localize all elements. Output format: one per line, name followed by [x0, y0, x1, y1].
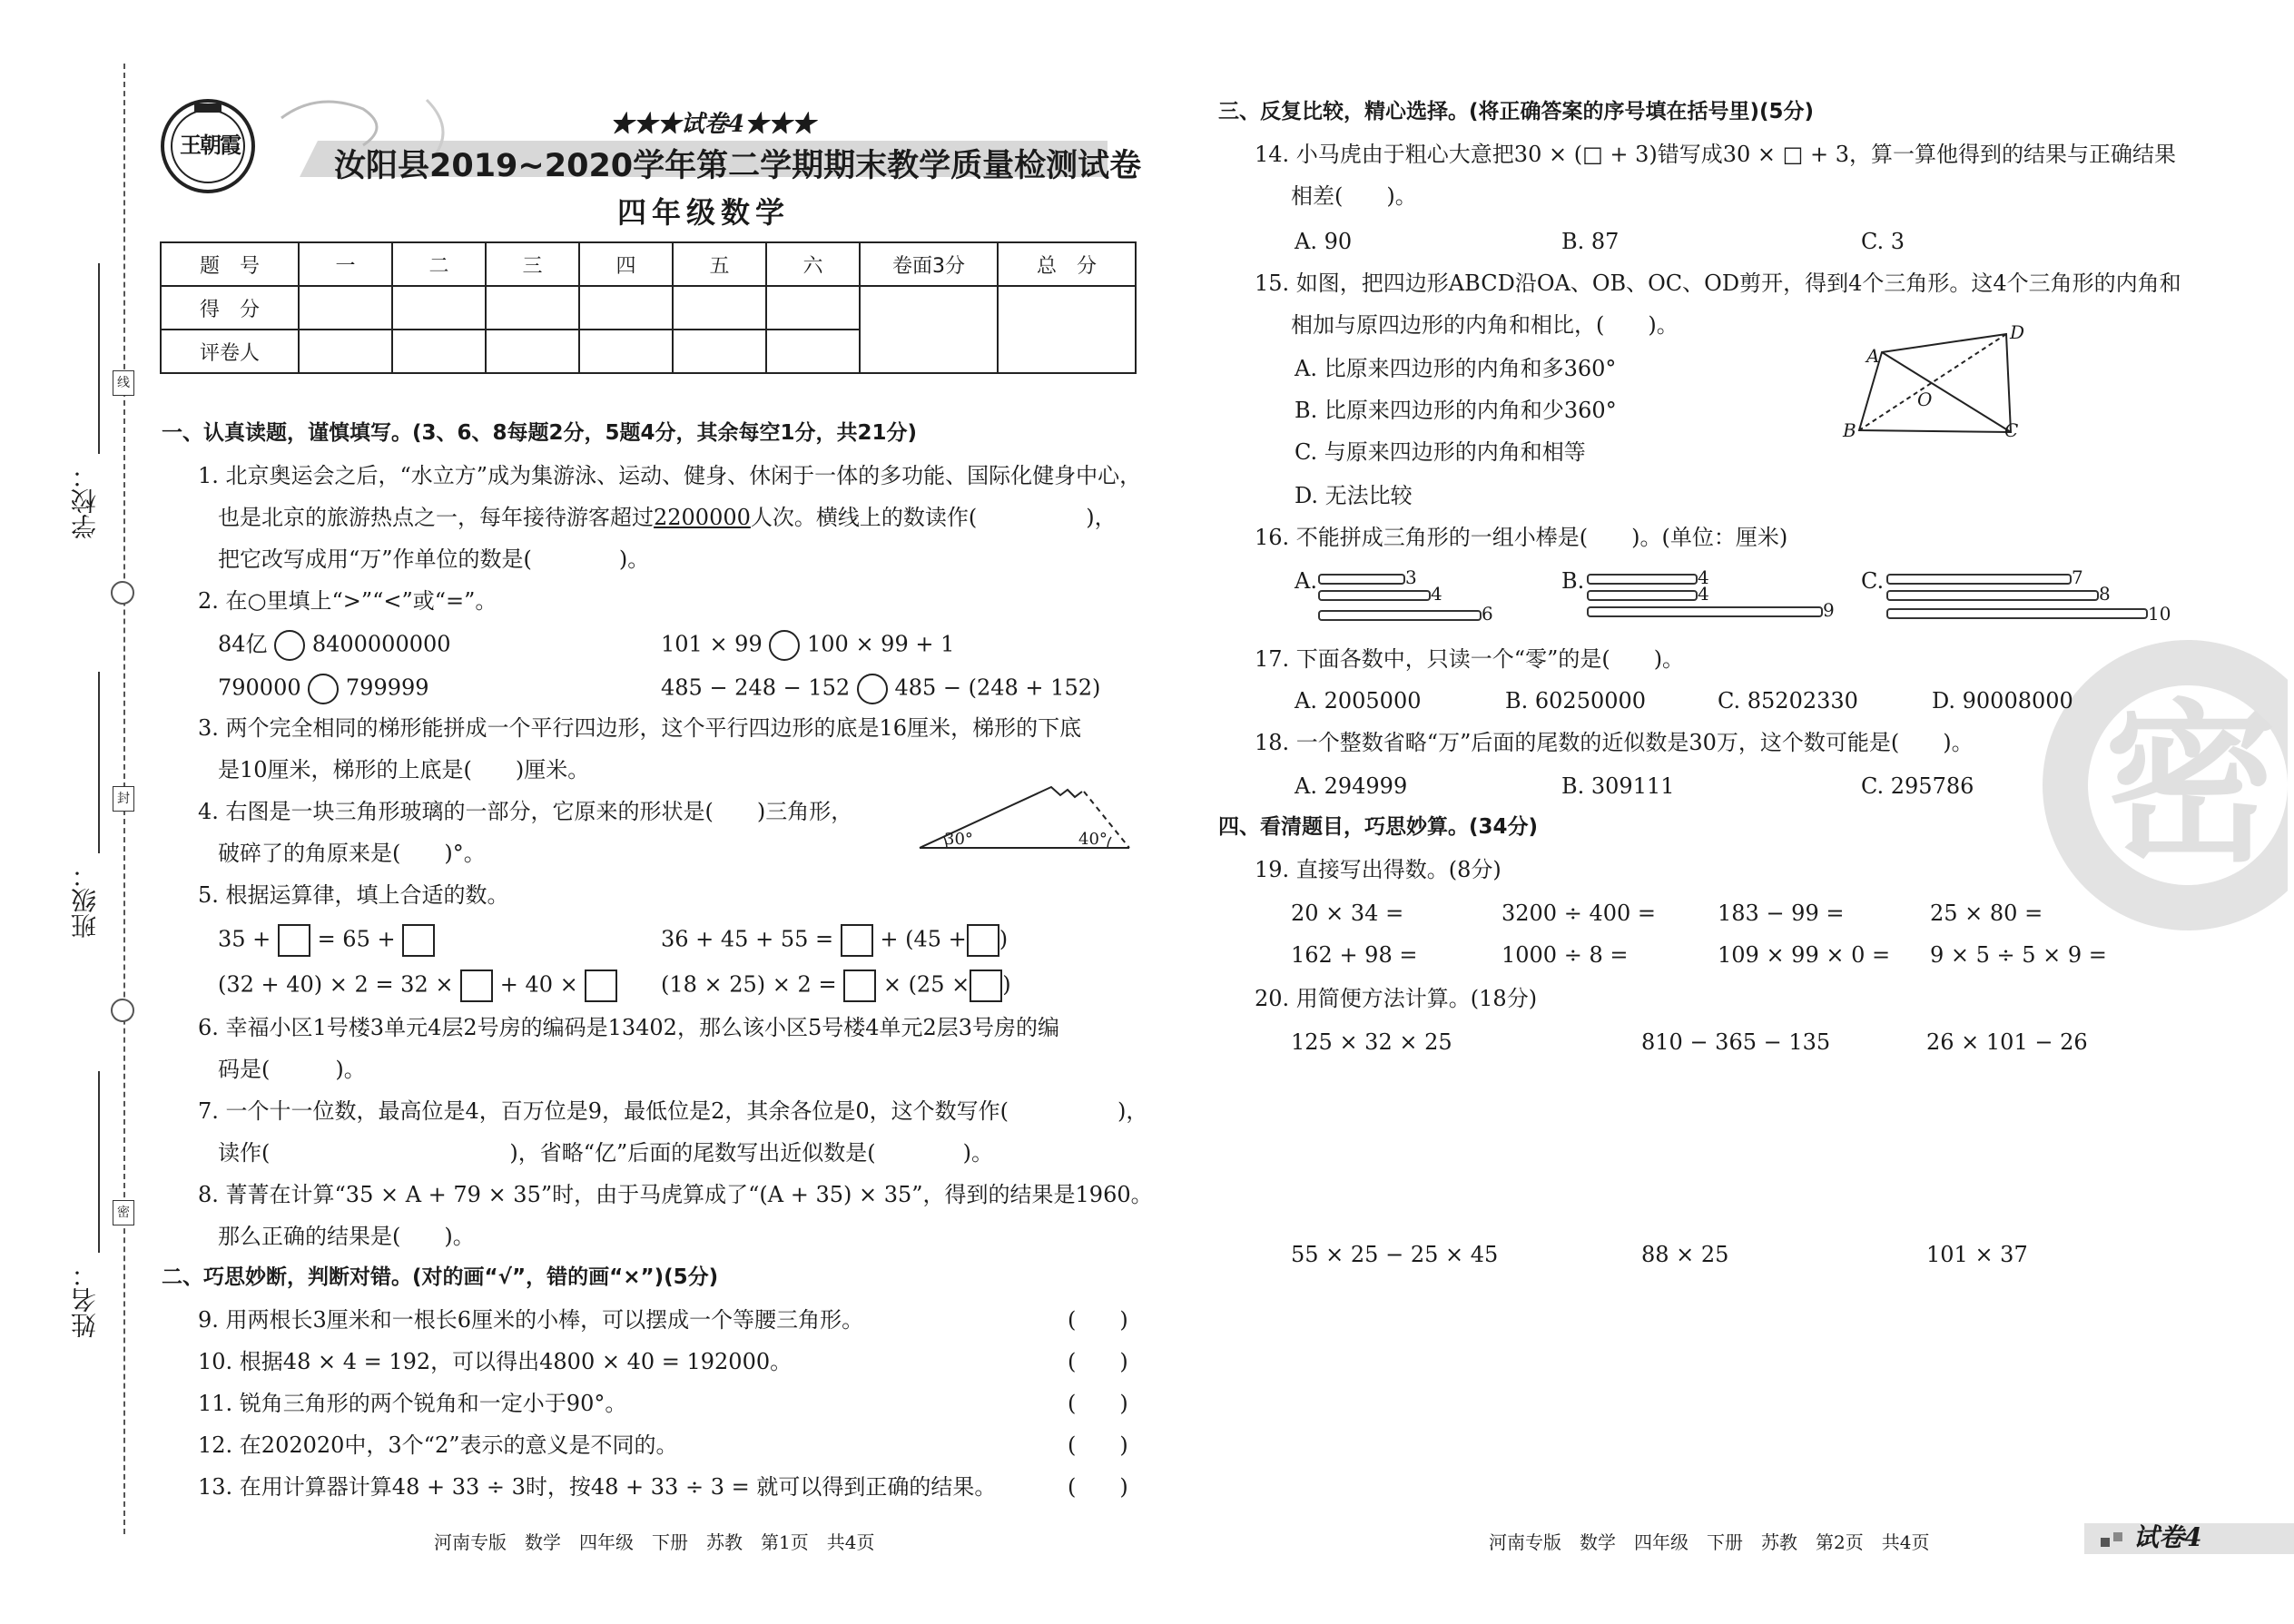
q8-line1: 8. 菁菁在计算“35 × A + 79 × 35”时，由于马虎算成了“(A + 35) × 35”，得到的结果是1960。 — [198, 1182, 1153, 1207]
q14-line1: 14. 小马虎由于粗心大意把30 × (□ + 3)错写成30 × □ + 3，算一算他得到的结果与正确结果 — [1255, 142, 2176, 167]
name-write-line[interactable] — [98, 1071, 100, 1253]
judge-answer-paren[interactable]: ( ) — [1068, 1349, 1128, 1374]
answer-box[interactable] — [970, 969, 1002, 1002]
class-label: 班级： — [70, 862, 100, 939]
score-cell[interactable] — [766, 286, 860, 330]
stick-length: 6 — [1482, 603, 1493, 625]
simplify-calc-item[interactable]: 88 × 25 — [1641, 1242, 1729, 1267]
point-b-label: B — [1843, 419, 1856, 441]
compare-circle-input[interactable] — [857, 674, 888, 704]
q1-underlined-number: 2200000 — [654, 505, 751, 530]
answer-box[interactable] — [843, 969, 876, 1002]
q18-stem: 18. 一个整数省略“万”后面的尾数的近似数是30万，这个数可能是( )。 — [1255, 730, 1974, 755]
score-header-cell: 四 — [579, 242, 673, 286]
corner-paper-label: 试卷4 — [2133, 1522, 2202, 1552]
point-d-label: D — [2010, 321, 2025, 343]
q17-option-b[interactable]: B. 60250000 — [1505, 688, 1647, 714]
q5-item-c: (32 + 40) × 2 = 32 × + 40 × — [218, 969, 617, 1002]
score-cell[interactable] — [579, 286, 673, 330]
grader-row-label: 评卷人 — [161, 330, 299, 373]
stick-length: 3 — [1405, 566, 1417, 588]
q17-option-d[interactable]: D. 90008000 — [1932, 688, 2073, 714]
section4-title: 四、看清题目，巧思妙算。(34分) — [1218, 815, 1539, 839]
q1-line1: 1. 北京奥运会之后，“水立方”成为集游泳、运动、健身、休闲于一体的多功能、国际化健身中心， — [198, 463, 1142, 488]
angle-40-label: 40° — [1078, 830, 1108, 849]
stick-length: 10 — [2148, 603, 2171, 625]
q16-option-b[interactable]: B. — [1561, 568, 1585, 594]
stick-length: 9 — [1823, 599, 1835, 621]
section3-title: 三、反复比较，精心选择。(将正确答案的序号填在括号里)(5分) — [1218, 100, 1815, 123]
q2-item-c: 790000 799999 — [218, 674, 429, 704]
footer-page1: 河南专版 数学 四年级 下册 苏教 第1页 共4页 — [434, 1531, 875, 1553]
section1-title: 一、认真读题，谨慎填写。(3、6、8每题2分，5题4分，其余每空1分，共21分) — [162, 421, 918, 445]
score-table — [160, 241, 1137, 374]
total-score-cell[interactable] — [998, 286, 1136, 373]
score-header-cell: 三 — [486, 242, 579, 286]
score-header-cell: 题 号 — [161, 242, 299, 286]
score-header-cell: 卷面3分 — [860, 242, 998, 286]
oral-calc-item[interactable]: 9 × 5 ÷ 5 × 9 = — [1930, 942, 2107, 968]
answer-box[interactable] — [402, 924, 435, 957]
q14-option-c[interactable]: C. 3 — [1861, 229, 1905, 254]
judge-answer-paren[interactable]: ( ) — [1068, 1307, 1128, 1333]
stick-bar — [1318, 574, 1405, 585]
q7-line1: 7. 一个十一位数，最高位是4，百万位是9，最低位是2，其余各位是0，这个数写作( )， — [198, 1098, 1148, 1124]
stick-length: 8 — [2099, 583, 2111, 605]
binding-hole-icon — [111, 581, 134, 605]
q4-line2: 破碎了的角原来是( )°。 — [218, 841, 486, 866]
judge-item-13: 13. 在用计算器计算48 + 33 ÷ 3时，按48 + 33 ÷ 3 = 就可以得到正确的结果。 — [198, 1474, 997, 1500]
compare-circle-input[interactable] — [308, 674, 339, 704]
neatness-score-cell[interactable] — [860, 286, 998, 373]
seal-mark-line: 线 — [113, 370, 134, 396]
score-row-label: 得 分 — [161, 286, 299, 330]
score-header-cell: 二 — [392, 242, 486, 286]
q5-item-a: 35 + = 65 + — [218, 924, 435, 957]
point-o-label: O — [1917, 389, 1933, 410]
q2-item-d: 485 − 248 − 152 485 − (248 + 152) — [661, 674, 1100, 704]
q5-item-d: (18 × 25) × 2 = × (25 × ) — [661, 969, 1011, 1002]
q14-option-b[interactable]: B. 87 — [1561, 229, 1620, 254]
q19-stem: 19. 直接写出得数。(8分) — [1255, 857, 1501, 882]
q3-line1: 3. 两个完全相同的梯形能拼成一个平行四边形，这个平行四边形的底是16厘米，梯形的下底 — [198, 715, 1082, 741]
q16-option-a[interactable]: A. — [1295, 568, 1317, 594]
binding-hole-icon — [111, 999, 134, 1022]
q17-option-a[interactable]: A. 2005000 — [1295, 688, 1422, 714]
stick-bar — [1318, 610, 1482, 621]
corner-square-icon — [2101, 1538, 2110, 1547]
oral-calc-item[interactable]: 162 + 98 = — [1291, 942, 1418, 968]
q14-option-a[interactable]: A. 90 — [1295, 229, 1353, 254]
q17-stem: 17. 下面各数中，只读一个“零”的是( )。 — [1255, 646, 1685, 672]
q15-option-b[interactable]: B. 比原来四边形的内角和少360° — [1295, 398, 1617, 423]
stick-bar — [1886, 608, 2148, 619]
oral-calc-item[interactable]: 3200 ÷ 400 = — [1501, 901, 1656, 926]
answer-box[interactable] — [967, 924, 999, 957]
q8-line2: 那么正确的结果是( )。 — [218, 1224, 475, 1249]
judge-item-9: 9. 用两根长3厘米和一根长6厘米的小棒，可以摆成一个等腰三角形。 — [198, 1307, 864, 1333]
oral-calc-item[interactable]: 109 × 99 × 0 = — [1718, 942, 1891, 968]
q15-option-a[interactable]: A. 比原来四边形的内角和多360° — [1295, 356, 1617, 381]
series-badge: ★★★试卷4★★★ — [610, 111, 816, 138]
compare-circle-input[interactable] — [274, 630, 305, 661]
school-write-line[interactable] — [98, 263, 100, 454]
q18-option-a[interactable]: A. 294999 — [1295, 773, 1408, 799]
score-cell[interactable] — [392, 286, 486, 330]
angle-30-label: 30° — [944, 830, 973, 849]
exam-title: 汝阳县2019~2020学年第二学期期末教学质量检测试卷 — [334, 148, 1142, 184]
footer-page2: 河南专版 数学 四年级 下册 苏教 第2页 共4页 — [1489, 1531, 1930, 1553]
q3-line2: 是10厘米，梯形的上底是( )厘米。 — [218, 757, 590, 782]
q4-line1: 4. 右图是一块三角形玻璃的一部分，它原来的形状是( )三角形， — [198, 799, 853, 824]
grader-cell[interactable] — [392, 330, 486, 373]
answer-box[interactable] — [278, 924, 310, 957]
q2-item-a: 84亿 8400000000 — [218, 630, 451, 661]
exam-subtitle: 四年级数学 — [617, 195, 791, 230]
q16-option-c[interactable]: C. — [1861, 568, 1885, 594]
corner-square-icon — [2113, 1532, 2122, 1541]
stick-bar — [1886, 590, 2099, 601]
simplify-calc-item[interactable]: 810 − 365 − 135 — [1641, 1029, 1831, 1055]
stick-bar — [1587, 606, 1823, 617]
q15-option-c[interactable]: C. 与原来四边形的内角和相等 — [1295, 439, 1586, 465]
q7-line2: 读作( )，省略“亿”后面的尾数写出近似数是( )。 — [218, 1140, 993, 1166]
simplify-calc-item[interactable]: 55 × 25 − 25 × 45 — [1291, 1242, 1499, 1267]
score-header-cell: 一 — [299, 242, 392, 286]
stick-length: 4 — [1431, 583, 1442, 605]
judge-item-12: 12. 在202020中，3个“2”表示的意义是不同的。 — [198, 1432, 678, 1458]
q16-stem: 16. 不能拼成三角形的一组小棒是( )。(单位：厘米) — [1255, 525, 1788, 550]
oral-calc-item[interactable]: 20 × 34 = — [1291, 901, 1404, 926]
q6-line2: 码是( )。 — [218, 1057, 366, 1082]
oral-calc-item[interactable]: 25 × 80 = — [1930, 901, 2043, 926]
q18-option-b[interactable]: B. 309111 — [1561, 773, 1675, 799]
q2-stem: 2. 在○里填上“>”“<”或“=”。 — [198, 588, 497, 614]
simplify-calc-item[interactable]: 26 × 101 − 26 — [1926, 1029, 2088, 1055]
oral-calc-item[interactable]: 183 − 99 = — [1718, 901, 1845, 926]
q2-item-b: 101 × 99 100 × 99 + 1 — [661, 630, 954, 661]
stick-length: 4 — [1698, 583, 1709, 605]
answer-box[interactable] — [460, 969, 493, 1002]
q15-line2: 相加与原四边形的内角和相比，( )。 — [1291, 312, 1679, 338]
judge-answer-paren[interactable]: ( ) — [1068, 1391, 1128, 1416]
point-c-label: C — [2004, 419, 2019, 441]
answer-box[interactable] — [841, 924, 873, 957]
stick-bar — [1886, 574, 2072, 585]
class-write-line[interactable] — [98, 672, 100, 853]
score-header-cell: 五 — [673, 242, 766, 286]
q15-option-d[interactable]: D. 无法比较 — [1295, 483, 1413, 508]
grader-cell[interactable] — [766, 330, 860, 373]
watermark-text: 密 — [2104, 684, 2278, 885]
judge-answer-paren[interactable]: ( ) — [1068, 1474, 1128, 1500]
score-header-cell: 总 分 — [998, 242, 1136, 286]
q1-line3: 把它改写成用“万”作单位的数是( )。 — [218, 546, 650, 572]
score-header-cell: 六 — [766, 242, 860, 286]
judge-answer-paren[interactable]: ( ) — [1068, 1432, 1128, 1458]
logo-text: 王朝霞 — [180, 132, 240, 158]
point-a-label: A — [1866, 345, 1880, 367]
oral-calc-item[interactable]: 1000 ÷ 8 = — [1501, 942, 1629, 968]
grader-cell[interactable] — [299, 330, 392, 373]
seal-mark-secret: 密 — [113, 1200, 134, 1225]
stick-bar — [1587, 574, 1698, 585]
school-label: 学校： — [70, 463, 100, 539]
grader-cell[interactable] — [486, 330, 579, 373]
q17-option-c[interactable]: C. 85202330 — [1718, 688, 1858, 714]
compare-circle-input[interactable] — [769, 630, 800, 661]
stick-bar — [1318, 590, 1431, 601]
name-label: 姓名： — [70, 1262, 100, 1338]
q18-option-c[interactable]: C. 295786 — [1861, 773, 1974, 799]
grader-cell[interactable] — [673, 330, 766, 373]
stick-length: 4 — [1698, 566, 1709, 588]
grader-cell[interactable] — [579, 330, 673, 373]
section2-title: 二、巧思妙断，判断对错。(对的画“√”，错的画“×”)(5分) — [162, 1265, 719, 1289]
score-cell[interactable] — [673, 286, 766, 330]
q5-stem: 5. 根据运算律，填上合适的数。 — [198, 882, 509, 908]
answer-box[interactable] — [585, 969, 617, 1002]
seal-mark-seal: 封 — [113, 786, 134, 812]
judge-item-10: 10. 根据48 × 4 = 192，可以得出4800 × 40 = 192000。 — [198, 1349, 793, 1374]
q15-line1: 15. 如图，把四边形ABCD沿OA、OB、OC、OD剪开，得到4个三角形。这4个三角形的内角和 — [1255, 271, 2181, 296]
score-cell[interactable] — [299, 286, 392, 330]
q5-item-b: 36 + 45 + 55 = + (45 + ) — [661, 924, 1008, 957]
stick-length: 7 — [2072, 566, 2083, 588]
simplify-calc-item[interactable]: 101 × 37 — [1926, 1242, 2028, 1267]
q6-line1: 6. 幸福小区1号楼3单元4层2号房的编码是13402，那么该小区5号楼4单元2层3号房的编 — [198, 1015, 1060, 1040]
q20-stem: 20. 用简便方法计算。(18分) — [1255, 986, 1538, 1011]
q1-line2: 也是北京的旅游热点之一，每年接待游客超过2200000人次。横线上的数读作( )， — [218, 505, 1117, 530]
q14-line2: 相差( )。 — [1291, 183, 1417, 209]
score-cell[interactable] — [486, 286, 579, 330]
simplify-calc-item[interactable]: 125 × 32 × 25 — [1291, 1029, 1452, 1055]
judge-item-11: 11. 锐角三角形的两个锐角和一定小于90°。 — [198, 1391, 627, 1416]
stick-bar — [1587, 590, 1698, 601]
